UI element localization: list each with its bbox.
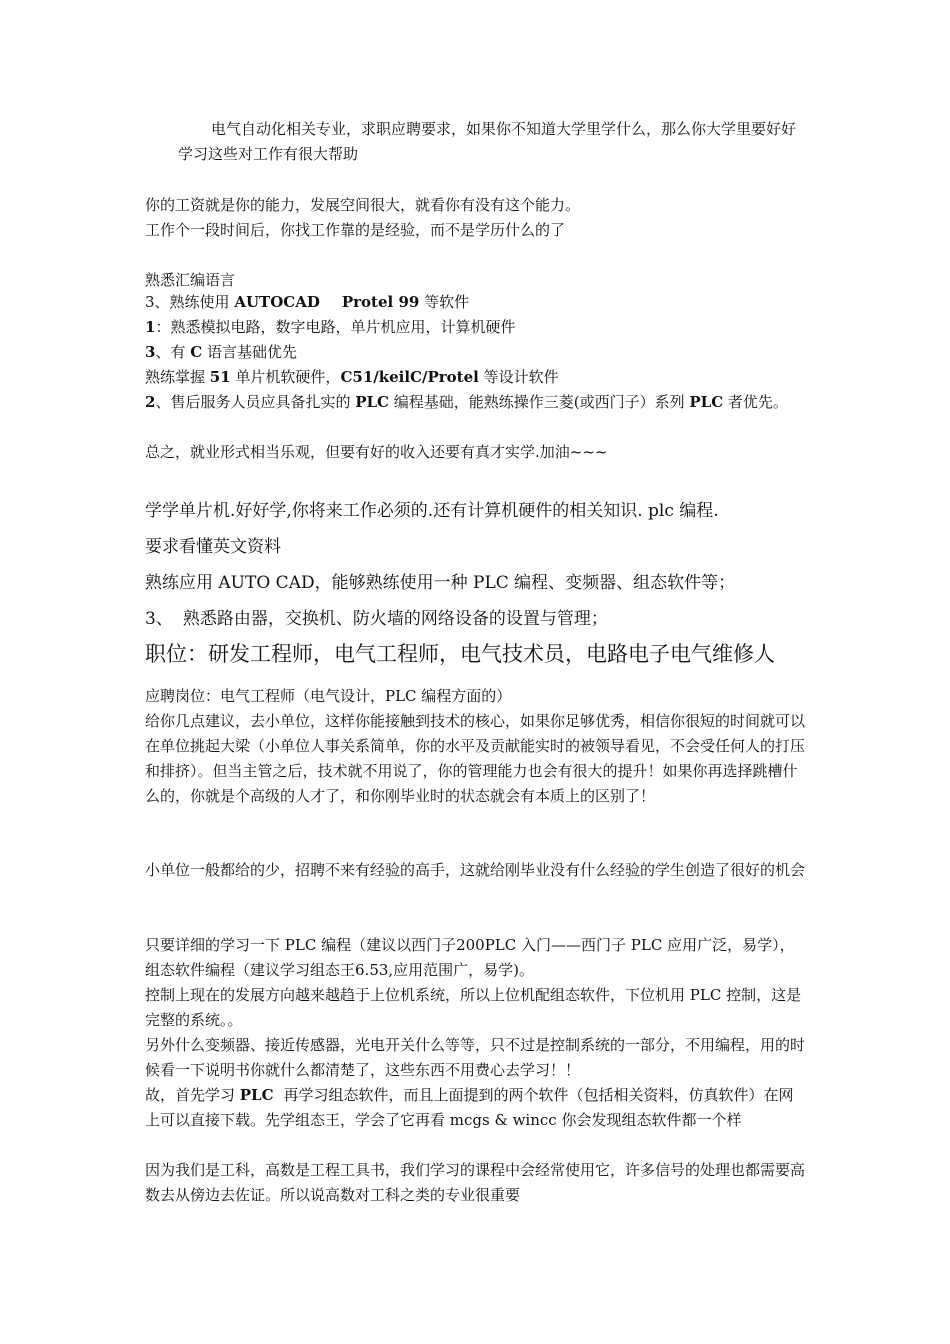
english-line: 要求看懂英文资料 bbox=[145, 537, 281, 557]
assembly-line: 熟悉汇编语言 bbox=[145, 271, 236, 289]
mcu-line: 熟练掌握 51 单片机软硬件，C51/keilC/Protel 等设计软件 bbox=[145, 368, 559, 386]
applied-position-line: 应聘岗位：电气工程师（电气设计，PLC 编程方面的） bbox=[145, 687, 512, 705]
experience-paragraph: 工作个一段时间后，你找工作靠的是经验，而不是学历什么的了 bbox=[145, 221, 566, 239]
learning-order-paragraph: 故，首先学习 PLC 再学习组态软件，而且上面提到的两个软件（包括相关资料，仿真软件）在网上可以直接下载。先学组态王，学会了它再看 mcgs & wincc 你会发现组态软件都一个样 bbox=[145, 1086, 794, 1129]
network-line: 3、 熟悉路由器，交换机、防火墙的网络设备的设置与管理； bbox=[145, 609, 608, 629]
math-paragraph: 因为我们是工科，高数是工程工具书，我们学习的课程中会经常使用它，许多信号的处理也都需要高数去从傍边去佐证。所以说高数对工科之类的专业很重要 bbox=[145, 1161, 806, 1204]
salary-paragraph: 你的工资就是你的能力，发展空间很大，就看你有没有这个能力。 bbox=[145, 196, 581, 214]
sensors-paragraph: 另外什么变频器、接近传感器，光电开关什么等等，只不过是控制系统的一部分，不用编程，用的时候看一下说明书你就什么都清楚了，这些东西不用费心去学习！！ bbox=[145, 1036, 806, 1079]
advice-paragraph: 给你几点建议，去小单位，这样你能接触到技术的核心，如果你足够优秀，相信你很短的时间就可以在单位挑起大梁（小单位人事关系简单，你的水平及贡献能实时的被领导看见，不会受任何人的打压和排挤）。但当主管之后，技术就不用说了，你的管理能力也会有很大的提升！如果你再选择跳槽什么的，你就是个高级的人才了，和你刚毕业时的状态就会有本质上的区别了！ bbox=[145, 712, 806, 805]
plc-study-paragraph: 只要详细的学习一下 PLC 编程（建议以西门子200PLC 入门——西门子 PLC 应用广泛，易学），组态软件编程（建议学习组态王6.53,应用范围广，易学)。 bbox=[145, 936, 795, 979]
autocad-line: 3、熟练使用 AUTOCAD Protel 99 等软件 bbox=[145, 293, 470, 311]
control-system-paragraph: 控制上现在的发展方向越来越趋于上位机系统，所以上位机配组态软件，下位机用 PLC 控制，这是完整的系统。。 bbox=[145, 986, 802, 1029]
circuit-line: 1：熟悉模拟电路，数字电路，单片机应用，计算机硬件 bbox=[145, 318, 516, 336]
positions-heading: 职位：研发工程师，电气工程师，电气技术员，电路电子电气维修人 bbox=[145, 642, 775, 666]
summary-line: 总之，就业形式相当乐观，但要有好的收入还要有真才实学.加油~~~ bbox=[145, 443, 608, 461]
plc-service-line: 2、售后服务人员应具备扎实的 PLC 编程基础，能熟练操作三菱(或西门子）系列 PLC 者优先。 bbox=[145, 393, 788, 411]
intro-paragraph: 电气自动化相关专业，求职应聘要求，如果你不知道大学里学什么，那么你大学里要好好学习这些对工作有很大帮助 bbox=[178, 120, 797, 163]
autocad-plc-line: 熟练应用 AUTO CAD，能够熟练使用一种 PLC 编程、变频器、组态软件等； bbox=[145, 573, 736, 593]
small-company-paragraph: 小单位一般都给的少，招聘不来有经验的高手，这就给刚毕业没有什么经验的学生创造了很好的机会 bbox=[145, 861, 806, 879]
c-language-line: 3、有 C 语言基础优先 bbox=[145, 343, 297, 361]
mcu-study-line: 学学单片机.好好学,你将来工作必须的.还有计算机硬件的相关知识. plc 编程. bbox=[145, 501, 719, 521]
